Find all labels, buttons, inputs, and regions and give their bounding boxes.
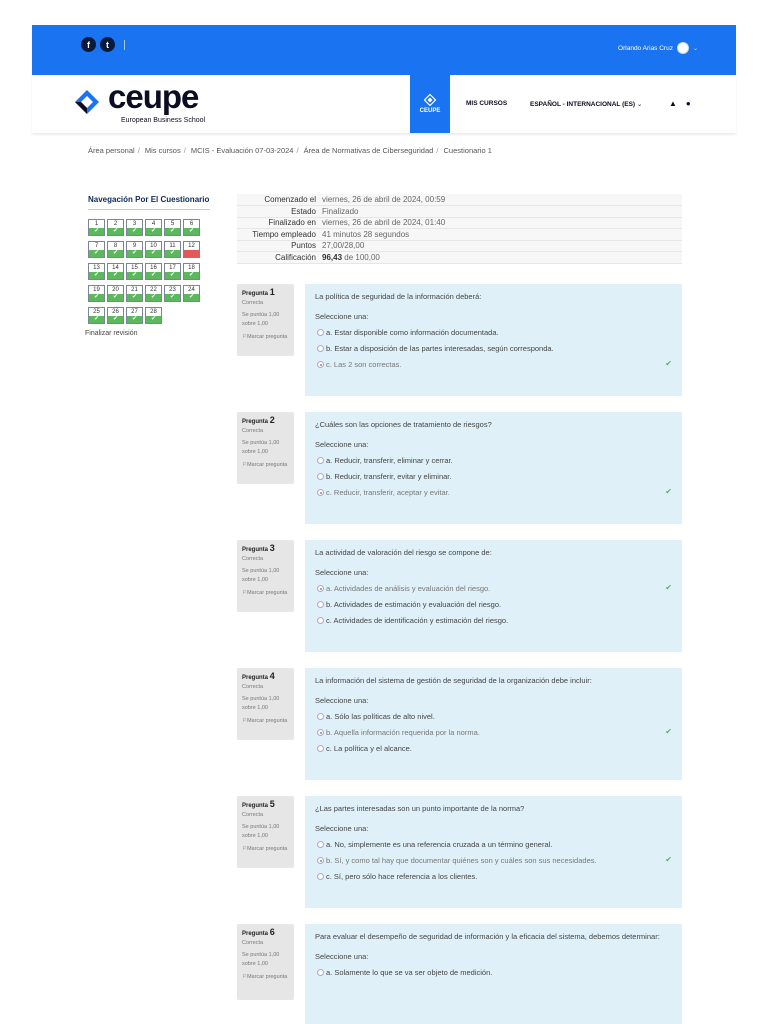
logo-text: ceupe: [108, 78, 199, 115]
quiz-nav-button[interactable]: [126, 263, 143, 280]
summary-row: Tiempo empleado 41 minutos 28 segundos: [237, 229, 682, 241]
flag-question[interactable]: ⚐Marcar pregunta: [242, 462, 288, 468]
answer-option[interactable]: [315, 744, 672, 753]
check-icon: ✔: [146, 272, 161, 279]
quiz-nav-button[interactable]: [183, 241, 200, 258]
ceupe-tab-label: CEUPE: [419, 108, 441, 114]
flag-question[interactable]: ⚐Marcar pregunta: [242, 718, 288, 724]
flag-icon: ⚐: [242, 718, 247, 724]
question-status: Correcta: [242, 684, 264, 690]
quiz-nav-button[interactable]: [145, 241, 162, 258]
quiz-nav-number: 13: [93, 265, 100, 271]
question-info: [237, 540, 294, 612]
breadcrumb-item[interactable]: MCIS - Evaluación 07-03-2024: [190, 146, 294, 155]
answer-text: a. Solamente lo que se va ser objeto de medición.: [326, 968, 493, 977]
quiz-nav-button[interactable]: [88, 285, 105, 302]
quiz-nav-number: 14: [112, 265, 119, 271]
check-icon: ✔: [127, 250, 142, 257]
quiz-nav-number: 28: [150, 309, 157, 315]
quiz-nav-number: 21: [131, 287, 138, 293]
chevron-down-icon[interactable]: ⌄: [692, 45, 698, 52]
question-info: [237, 668, 294, 740]
answer-option[interactable]: [315, 456, 672, 465]
quiz-nav-button[interactable]: [183, 285, 200, 302]
question-info: [237, 412, 294, 484]
check-icon: ✔: [108, 316, 123, 323]
logo-diamond-icon: [74, 89, 100, 115]
flag-icon: ⚐: [242, 590, 247, 596]
logo-subtitle: European Business School: [121, 117, 206, 124]
quiz-nav-button[interactable]: [88, 219, 105, 236]
answer-text: b. Sí, y como tal hay que documentar quiénes son y cuáles son sus necesidades.: [326, 856, 597, 865]
quiz-nav-number: 22: [150, 287, 157, 293]
answer-option[interactable]: [315, 856, 672, 865]
select-one-label: Seleccione una:: [315, 952, 369, 961]
nav-language-label: ESPAÑOL - INTERNACIONAL (ES): [530, 101, 636, 108]
check-icon: ✔: [108, 228, 123, 235]
quiz-nav-button[interactable]: [107, 263, 124, 280]
question-grade: Se puntúa 1,00 sobre 1,00: [242, 824, 280, 839]
quiz-nav-number: 24: [188, 287, 195, 293]
quiz-nav-number: 25: [93, 309, 100, 315]
quiz-nav-button[interactable]: [126, 285, 143, 302]
check-icon: ✔: [89, 250, 104, 257]
answer-option[interactable]: [315, 344, 672, 353]
answer-text: c. Las 2 son correctas.: [326, 360, 402, 369]
answer-text: b. Aquella información requerida por la norma.: [326, 728, 480, 737]
quiz-navigation-grid: [88, 219, 210, 324]
question-content: [305, 284, 682, 396]
answer-option[interactable]: [315, 472, 672, 481]
quiz-nav-number: 7: [94, 243, 99, 249]
answer-text: c. Reducir, transferir, aceptar y evitar.: [326, 488, 450, 497]
check-icon: ✔: [108, 272, 123, 279]
breadcrumb-item[interactable]: Cuestionario 1: [443, 146, 492, 155]
check-icon: ✔: [127, 294, 142, 301]
quiz-nav-number: 15: [131, 265, 138, 271]
flag-icon: ⚐: [242, 462, 247, 468]
quiz-nav-button[interactable]: [164, 241, 181, 258]
question-grade: Se puntúa 1,00 sobre 1,00: [242, 568, 280, 583]
question-content: [305, 796, 682, 908]
check-icon: ✔: [146, 294, 161, 301]
check-icon: ✔: [165, 250, 180, 257]
check-icon: ✔: [184, 294, 199, 301]
breadcrumb-item[interactable]: Área de Normativas de Ciberseguridad: [303, 146, 434, 155]
answer-option[interactable]: [315, 840, 672, 849]
quiz-nav-number: 16: [150, 265, 157, 271]
bell-icon[interactable]: ▲: [669, 99, 677, 108]
radio-button[interactable]: [317, 329, 324, 336]
quiz-nav-button[interactable]: [107, 307, 124, 324]
question-text: La actividad de valoración del riesgo se compone de:: [315, 548, 492, 557]
radio-button[interactable]: [317, 969, 324, 976]
question-info: [237, 924, 294, 1000]
question-number: Pregunta 2: [242, 415, 275, 425]
summary-row: Estado Finalizado: [237, 206, 682, 218]
select-one-label: Seleccione una:: [315, 696, 369, 705]
answer-text: c. La política y el alcance.: [326, 744, 412, 753]
quiz-nav-button[interactable]: [126, 241, 143, 258]
site-header: [32, 75, 736, 133]
question-grade: Se puntúa 1,00 sobre 1,00: [242, 312, 280, 327]
question-grade: Se puntúa 1,00 sobre 1,00: [242, 440, 280, 455]
summary-row: Comenzado el viernes, 26 de abril de 2024, 00:59: [237, 194, 682, 206]
answer-option[interactable]: [315, 968, 672, 977]
question-text: ¿Las partes interesadas son un punto importante de la norma?: [315, 804, 525, 813]
quiz-nav-button[interactable]: [88, 263, 105, 280]
check-icon: ✔: [89, 272, 104, 279]
question-info: [237, 284, 294, 356]
answer-text: b. Actividades de estimación y evaluación del riesgo.: [326, 600, 502, 609]
quiz-nav-button[interactable]: [107, 285, 124, 302]
answer-option[interactable]: [315, 616, 672, 625]
quiz-nav-button[interactable]: [126, 307, 143, 324]
radio-button[interactable]: [317, 617, 324, 624]
radio-button[interactable]: [317, 361, 324, 368]
question-text: La política de seguridad de la información deberá:: [315, 292, 482, 301]
check-icon: ✔: [146, 228, 161, 235]
question-content: [305, 924, 682, 1024]
quiz-nav-number: 3: [132, 221, 137, 227]
facebook-icon[interactable]: f: [81, 37, 96, 52]
answer-text: a. No, simplemente es una referencia cruzada a un término general.: [326, 840, 553, 849]
question-info: [237, 796, 294, 868]
check-icon: ✔: [665, 487, 672, 496]
radio-button[interactable]: [317, 745, 324, 752]
question-text: La información del sistema de gestión de seguridad de la organización debe incluir:: [315, 676, 592, 685]
radio-button[interactable]: [317, 489, 324, 496]
quiz-nav-button[interactable]: [107, 219, 124, 236]
quiz-navigation: [85, 195, 210, 337]
chat-icon[interactable]: ●: [685, 99, 691, 108]
top-bar: [32, 25, 736, 75]
flag-question[interactable]: ⚐Marcar pregunta: [242, 590, 288, 596]
quiz-nav-number: 18: [188, 265, 195, 271]
check-icon: ✔: [108, 294, 123, 301]
breadcrumb-item[interactable]: Área personal: [88, 146, 135, 155]
check-icon: ✔: [665, 583, 672, 592]
avatar[interactable]: [677, 42, 689, 54]
summary-row: Puntos 27,00/28,00: [237, 240, 682, 252]
quiz-nav-number: 9: [132, 243, 137, 249]
ceupe-tab-icon: [424, 94, 436, 106]
grade-max: de 100,00: [344, 252, 380, 262]
answer-option[interactable]: [315, 600, 672, 609]
quiz-nav-button[interactable]: [145, 219, 162, 236]
radio-button[interactable]: [317, 585, 324, 592]
flag-question[interactable]: ⚐Marcar pregunta: [242, 974, 288, 980]
quiz-nav-number: 17: [169, 265, 176, 271]
social-links: [81, 37, 125, 52]
quiz-nav-button[interactable]: [164, 263, 181, 280]
check-icon: ✔: [184, 228, 199, 235]
quiz-nav-number: 11: [169, 243, 176, 249]
question-number: Pregunta 4: [242, 671, 275, 681]
quiz-nav-button[interactable]: [145, 263, 162, 280]
answer-option[interactable]: [315, 488, 672, 497]
flag-icon: ⚐: [242, 974, 247, 980]
quiz-nav-number: 4: [151, 221, 156, 227]
question-content: [305, 412, 682, 524]
question-number: Pregunta 3: [242, 543, 275, 553]
quiz-nav-number: 26: [112, 309, 119, 315]
quiz-nav-number: 19: [93, 287, 100, 293]
summary-row: Finalizado en viernes, 26 de abril de 2024, 01:40: [237, 217, 682, 229]
answer-option[interactable]: [315, 872, 672, 881]
check-icon: ✔: [146, 250, 161, 257]
question-status: Correcta: [242, 940, 264, 946]
attempt-summary: [237, 194, 682, 264]
question-status: Correcta: [242, 812, 264, 818]
answer-text: a. Actividades de análisis y evaluación del riesgo.: [326, 584, 491, 593]
quiz-nav-number: 2: [113, 221, 118, 227]
answer-text: c. Actividades de identificación y estimación del riesgo.: [326, 616, 509, 625]
radio-button[interactable]: [317, 729, 324, 736]
question-status: Correcta: [242, 300, 264, 306]
twitter-icon[interactable]: t: [100, 37, 115, 52]
quiz-nav-number: 10: [150, 243, 157, 249]
select-one-label: Seleccione una:: [315, 568, 369, 577]
quiz-nav-number: 8: [113, 243, 118, 249]
question-text: ¿Cuáles son las opciones de tratamiento de riesgos?: [315, 420, 492, 429]
radio-button[interactable]: [317, 857, 324, 864]
check-icon: ✔: [127, 228, 142, 235]
quiz-nav-button[interactable]: [88, 241, 105, 258]
question-status: Correcta: [242, 428, 264, 434]
quiz-nav-number: 12: [188, 243, 195, 249]
check-icon: ✔: [165, 228, 180, 235]
question-grade: Se puntúa 1,00 sobre 1,00: [242, 952, 280, 967]
quiz-nav-number: 1: [94, 221, 99, 227]
answer-text: a. Estar disponible como información documentada.: [326, 328, 499, 337]
radio-button[interactable]: [317, 473, 324, 480]
check-icon: ✔: [184, 272, 199, 279]
nav-my-courses[interactable]: MIS CURSOS: [466, 100, 508, 107]
answer-text: b. Reducir, transferir, evitar y eliminar.: [326, 472, 452, 481]
nav-icons: [669, 99, 691, 108]
check-icon: ✔: [165, 272, 180, 279]
quiz-nav-number: 27: [131, 309, 138, 315]
check-icon: ✔: [127, 272, 142, 279]
chevron-down-icon: ⌄: [636, 101, 643, 108]
answer-option[interactable]: [315, 584, 672, 593]
question-content: [305, 668, 682, 780]
check-icon: ✔: [665, 727, 672, 736]
radio-button[interactable]: [317, 457, 324, 464]
answer-text: c. Sí, pero sólo hace referencia a los clientes.: [326, 872, 478, 881]
question-content: [305, 540, 682, 652]
check-icon: ✔: [89, 316, 104, 323]
check-icon: ✔: [89, 294, 104, 301]
radio-button[interactable]: [317, 713, 324, 720]
check-icon: ✔: [146, 316, 161, 323]
check-icon: ✔: [165, 294, 180, 301]
check-icon: ✔: [665, 359, 672, 368]
quiz-nav-number: 23: [169, 287, 176, 293]
question-number: Pregunta 1: [242, 287, 275, 297]
quiz-nav-button[interactable]: [88, 307, 105, 324]
question-text: Para evaluar el desempeño de seguridad de información y la eficacia del sistema, debemos determinar:: [315, 932, 660, 941]
check-icon: ✔: [665, 855, 672, 864]
answer-text: a. Sólo las políticas de alto nivel.: [326, 712, 435, 721]
check-icon: ✔: [108, 250, 123, 257]
quiz-nav-button[interactable]: [183, 263, 200, 280]
check-icon: ✔: [127, 316, 142, 323]
quiz-nav-number: 20: [112, 287, 119, 293]
breadcrumb-item[interactable]: Mis cursos: [144, 146, 181, 155]
user-name: Orlando Arias Cruz: [618, 44, 673, 52]
quiz-nav-number: 5: [170, 221, 175, 227]
finish-review-link[interactable]: Finalizar revisión: [85, 330, 138, 337]
breadcrumb: Área personal / Mis cursos / MCIS - Evaluación 07-03-2024 / Área de Normativas de Ciberseguridad / Cuestionario 1: [88, 146, 492, 155]
check-icon: ✔: [89, 228, 104, 235]
question-grade: Se puntúa 1,00 sobre 1,00: [242, 696, 280, 711]
quiz-navigation-title: Navegación Por El Cuestionario: [88, 195, 210, 210]
quiz-nav-button[interactable]: [164, 285, 181, 302]
answer-text: b. Estar a disposición de las partes interesadas, según corresponda.: [326, 344, 554, 353]
radio-button[interactable]: [317, 841, 324, 848]
radio-button[interactable]: [317, 345, 324, 352]
answer-option[interactable]: [315, 712, 672, 721]
flag-icon: ⚐: [242, 334, 247, 340]
flag-question[interactable]: ⚐Marcar pregunta: [242, 334, 288, 340]
answer-option[interactable]: [315, 328, 672, 337]
answer-option[interactable]: [315, 360, 672, 369]
radio-button[interactable]: [317, 873, 324, 880]
user-menu[interactable]: [618, 42, 698, 54]
flag-question[interactable]: ⚐Marcar pregunta: [242, 846, 288, 852]
quiz-nav-button[interactable]: [145, 285, 162, 302]
question-number: Pregunta 5: [242, 799, 275, 809]
quiz-nav-button[interactable]: [126, 219, 143, 236]
grade-value: 96,43: [322, 252, 343, 262]
answer-option[interactable]: [315, 728, 672, 737]
question-number: Pregunta 6: [242, 927, 275, 937]
ceupe-home-tab[interactable]: [410, 75, 450, 133]
quiz-nav-button[interactable]: [107, 241, 124, 258]
select-one-label: Seleccione una:: [315, 440, 369, 449]
incorrect-marker: [184, 250, 199, 257]
nav-language[interactable]: [530, 100, 642, 108]
select-one-label: Seleccione una:: [315, 824, 369, 833]
select-one-label: Seleccione una:: [315, 312, 369, 321]
quiz-nav-button[interactable]: [164, 219, 181, 236]
divider: [124, 40, 125, 50]
quiz-nav-button[interactable]: [183, 219, 200, 236]
radio-button[interactable]: [317, 601, 324, 608]
question-status: Correcta: [242, 556, 264, 562]
flag-icon: ⚐: [242, 846, 247, 852]
quiz-nav-number: 6: [189, 221, 194, 227]
summary-row: Calificación 96,43 de 100,00: [237, 252, 682, 264]
quiz-nav-button[interactable]: [145, 307, 162, 324]
answer-text: a. Reducir, transferir, eliminar y cerrar.: [326, 456, 453, 465]
